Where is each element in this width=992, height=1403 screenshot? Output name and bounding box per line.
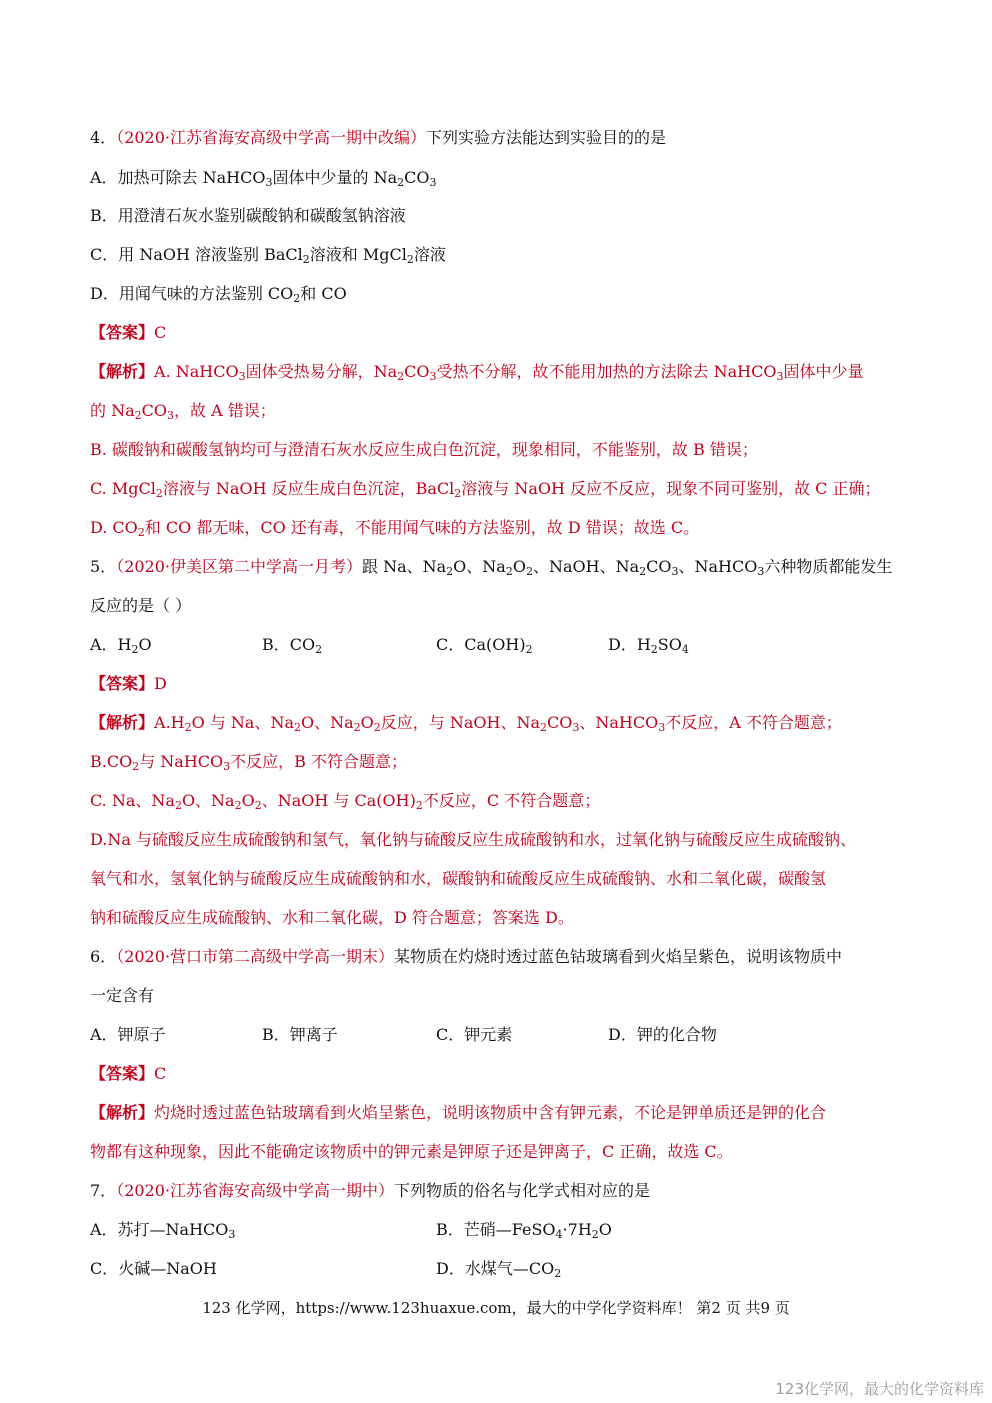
- q5-analysis-line-4: D.Na 与硫酸反应生成硫酸钠和氢气，氧化钠与硫酸反应生成硫酸钠和水，过氧化钠与硫酸反应生成硫酸钠、: [90, 830, 856, 849]
- q6-stem: [90, 946, 910, 968]
- analysis-tag: 【解析】: [90, 362, 155, 381]
- answer-value: C: [154, 323, 167, 342]
- q5-analysis-line-5: 氧气和水，氢氧化钠与硫酸反应生成硫酸钠和水，碳酸钠和硫酸反应生成硫酸钠、水和二氧化碳，碳酸氢: [90, 869, 827, 888]
- q5-analysis-line-2: $B.CO_2$与 NaHCO$_3$不反应，B 不符合题意；: [90, 752, 408, 773]
- question-source: （2020·营口市第二高级中学高一期末）: [116, 947, 394, 966]
- q5-stem: 5．（2020·伊美区第二中学高一月考）跟 Na、$Na_2O$、$Na_2O_2$、NaOH、$Na_2CO_3$、NaHCO$_3$六种物质都能发生: [90, 557, 893, 578]
- q4-analysis-line-2: 的 $Na_2CO_3$，故 A 错误；: [90, 401, 276, 422]
- q4-answer: [90, 322, 910, 344]
- question-source: （2020·江苏省海安高级中学高一期中）: [116, 1181, 394, 1200]
- page-footer: 123 化学网，https://www.123huaxue.com，最大的中学化学资料库！ 第2 页 共9 页: [202, 1299, 790, 1317]
- q5-analysis-line-6: 钠和硫酸反应生成硫酸钠、水和二氧化碳，D 符合题意；答案选 D。: [90, 908, 574, 927]
- q7-option-c: C．火碱—NaOH: [90, 1259, 217, 1278]
- q6-option-c: C．钾元素: [436, 1025, 513, 1044]
- q7-stem: [90, 1180, 910, 1202]
- answer-tag: 【答案】: [90, 1064, 155, 1083]
- answer-tag: 【答案】: [90, 323, 155, 342]
- q5-option-a: A．$H_2O$: [90, 635, 152, 656]
- q5-analysis-line-1: 【解析】$A.H_2O$ 与 Na、$Na_2O$、$Na_2O_2$反应，与 NaOH、$Na_2CO_3$、NaHCO$_3$不反应，A 不符合题意；: [90, 713, 842, 734]
- q4-analysis-line-5: D. $CO_2$和 CO 都无味，CO 还有毒，不能用闻气味的方法鉴别，故 D 错误；故选 C。: [90, 518, 700, 539]
- q4-option-d: D．用闻气味的方法鉴别 $CO_2$和 CO: [90, 284, 347, 305]
- question-source: （2020·伊美区第二中学高一月考）: [116, 557, 362, 576]
- q5-option-c: C．$Ca(OH)_2$: [436, 635, 533, 656]
- q4-analysis-line-1: 【解析】A. NaHCO$_3$固体受热易分解，$Na_2CO_3$受热不分解，故不能用加热的方法除去 NaHCO$_3$固体中少量: [90, 362, 864, 383]
- answer-value: D: [154, 674, 167, 693]
- q5-analysis-line-3: C. Na、$Na_2O$、$Na_2O_2$、NaOH 与 $Ca(OH)_2$不反应，C 不符合题意；: [90, 791, 601, 812]
- q6-answer: [90, 1063, 910, 1085]
- question-text: 某物质在灼烧时透过蓝色钴玻璃看到火焰呈紫色，说明该物质中: [394, 947, 843, 966]
- q5-stem-continued: 反应的是（ ）: [90, 596, 192, 615]
- q6-analysis-line-1: 【解析】灼烧时透过蓝色钴玻璃看到火焰呈紫色，说明该物质中含有钾元素，不论是钾单质还是钾的化合: [90, 1103, 827, 1122]
- watermark-text: 123化学网，最大的化学资料库: [775, 1380, 984, 1398]
- question-number: 4．: [90, 128, 117, 147]
- question-number: 5．: [90, 557, 117, 576]
- q5-answer: [90, 673, 910, 695]
- q4-analysis-line-3: B. 碳酸钠和碳酸氢钠均可与澄清石灰水反应生成白色沉淀，现象相同，不能鉴别，故 B 错误；: [90, 440, 758, 459]
- q4-analysis-line-4: C. MgCl$_2$溶液与 NaOH 反应生成白色沉淀，BaCl$_2$溶液与 NaOH 反应不反应，现象不同可鉴别，故 C 正确；: [90, 479, 881, 500]
- q7-option-b: B．芒硝$—FeSO_4\cdot 7H_2O$: [436, 1220, 612, 1241]
- question-text: 下列物质的俗名与化学式相对应的是: [394, 1181, 651, 1200]
- q4-option-b: B．用澄清石灰水鉴别碳酸钠和碳酸氢钠溶液: [90, 206, 406, 225]
- analysis-tag: 【解析】: [90, 1103, 155, 1122]
- q7-option-a: A．苏打—NaHCO$_3$: [90, 1220, 236, 1241]
- q6-stem-continued: 一定含有: [90, 986, 155, 1005]
- q5-option-b: B．$CO_2$: [262, 635, 323, 656]
- q6-option-b: B．钾离子: [262, 1025, 338, 1044]
- q5-option-d: D．$H_2SO_4$: [608, 635, 689, 656]
- question-number: 7．: [90, 1181, 117, 1200]
- q6-option-d: D．钾的化合物: [608, 1025, 717, 1044]
- q6-analysis-line-2: 物都有这种现象，因此不能确定该物质中的钾元素是钾原子还是钾离子，C 正确，故选 C。: [90, 1142, 733, 1161]
- question-source: （2020·江苏省海安高级中学高一期中改编）: [116, 128, 426, 147]
- question-number: 6．: [90, 947, 117, 966]
- answer-value: C: [154, 1064, 167, 1083]
- question-text: 下列实验方法能达到实验目的的是: [426, 128, 667, 147]
- q6-option-a: A．钾原子: [90, 1025, 166, 1044]
- analysis-tag: 【解析】: [90, 713, 155, 732]
- answer-tag: 【答案】: [90, 674, 155, 693]
- q4-stem: [90, 127, 910, 149]
- q4-option-a: A．加热可除去 NaHCO$_3$固体中少量的 $Na_2CO_3$: [90, 168, 437, 189]
- q4-option-c: C．用 NaOH 溶液鉴别 BaCl$_2$溶液和 MgCl$_2$溶液: [90, 245, 446, 266]
- q7-option-d: D．水煤气$—CO_2$: [436, 1259, 562, 1280]
